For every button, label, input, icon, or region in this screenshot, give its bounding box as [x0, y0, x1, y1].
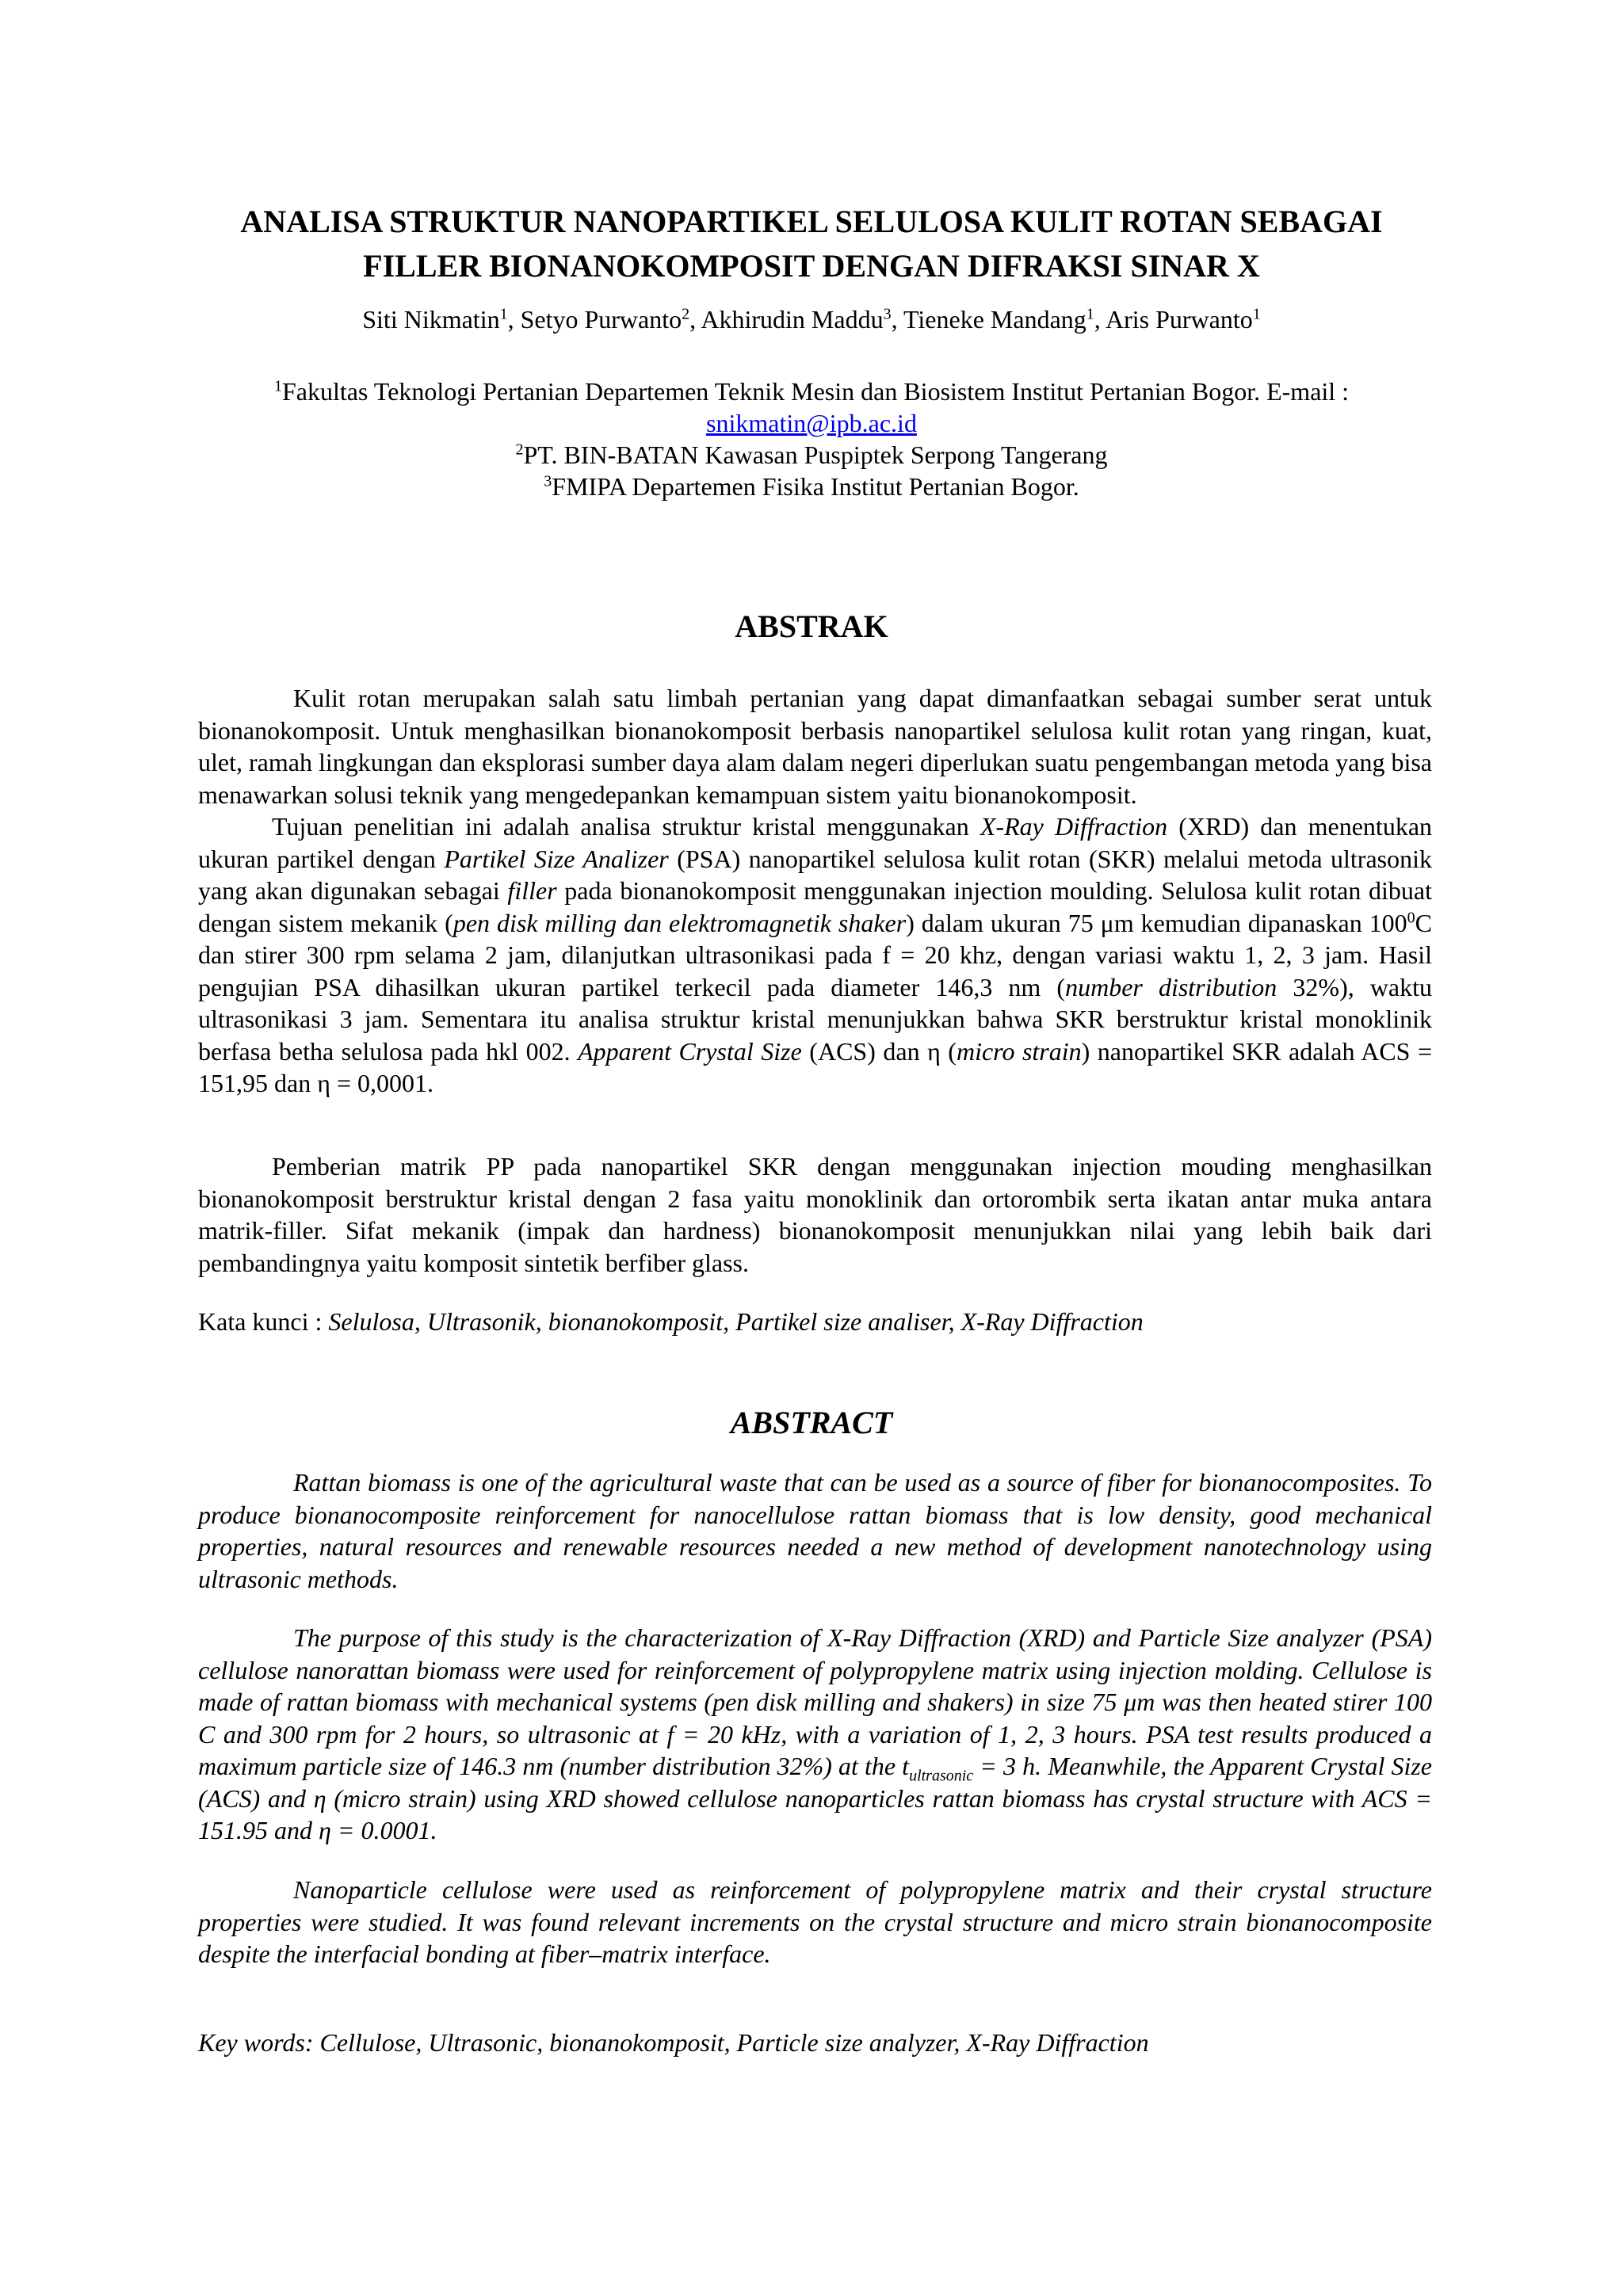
author-list: Siti Nikmatin$^1$, Setyo Purwanto$^2$, Akhirudin Maddu$^3$, Tieneke Mandang$^1$, Aris Purwanto$^1$ — [362, 305, 1261, 334]
abstrak-heading: ABSTRAK — [735, 608, 888, 644]
abstract-body-3 — [198, 1874, 1432, 1970]
email-link[interactable]: snikmatin@ipb.ac.id — [706, 409, 917, 437]
abstract-paragraph-1: Rattan biomass is one of the agricultural waste that can be used as a source of fiber for bionanocomposites. To produce bionanocomposite reinforcement for nanocellulose rattan biomass that is low density, good mechanical properties, natural resources and renewable resources needed a new method of development nanotechnology using ultrasonic methods. — [198, 1468, 1432, 1593]
affiliation-1: $^1$Fakultas Teknologi Pertanian Departemen Teknik Mesin dan Biosistem Institut Pertanian Bogor. E-mail : — [273, 377, 1350, 406]
title-line-2: FILLER BIONANOKOMPOSIT DENGAN DIFRAKSI SINAR X — [363, 248, 1260, 284]
author-name: Aris Purwanto — [1106, 305, 1253, 334]
author-name: Tieneke Mandang — [903, 305, 1086, 334]
abstract-paragraph-3: Nanoparticle cellulose were used as reinforcement of polypropylene matrix and their crystal structure properties were studied. It was found relevant increments on the crystal structure and micro strain bionanocomposite despite the interfacial bonding at fiber–matrix interface. — [198, 1875, 1432, 1968]
author-affiliation-mark: 2 — [682, 305, 690, 323]
abstrak-paragraph-3: Pemberian matrik PP pada nanopartikel SKR dengan menggunakan injection mouding menghasilkan bionanokomposit berstruktur kristal dengan 2 fasa yaitu monoklinik dan ortorombik serta ikatan antar muka antara matrik-filler. Sifat mekanik (impak dan hardness) bionanokomposit menunjukkan nilai yang lebih baik dari pembandingnya yaitu komposit sintetik berfiber glass. — [198, 1152, 1432, 1277]
abstract-body-2 — [198, 1622, 1432, 1847]
affiliation-email — [158, 407, 1465, 439]
author-name: Akhirudin Maddu — [701, 305, 884, 334]
author-name: Setyo Purwanto — [520, 305, 682, 334]
author-name: Siti Nikmatin — [362, 305, 500, 334]
title-line-1: ANALISA STRUKTUR NANOPARTIKEL SELULOSA KULIT ROTAN SEBAGAI — [240, 204, 1383, 239]
author-affiliation-mark: 3 — [883, 305, 892, 323]
keywords-list: Selulosa, Ultrasonik, bionanokomposit, Partikel size analiser, X-Ray Diffraction — [328, 1307, 1144, 1336]
abstrak-keywords — [198, 1306, 1144, 1337]
abstract-heading: ABSTRACT — [730, 1405, 893, 1440]
abstrak-body-2 — [198, 1150, 1432, 1279]
abstrak-paragraph-1: Kulit rotan merupakan salah satu limbah pertanian yang dapat dimanfaatkan sebagai sumber serat untuk bionanokomposit. Untuk menghasilkan bionanokomposit berbasis nanopartikel selulosa kulit rotan yang ringan, kuat, ulet, ramah lingkungan dan eksplorasi sumber daya alam dalam negeri diperlukan suatu pengembangan metoda yang bisa menawarkan solusi teknik yang mengedepankan kemampuan sistem yaitu bionanokomposit. — [198, 684, 1432, 809]
affiliation-2: $^2$PT. BIN-BATAN Kawasan Puspiptek Serpong Tangerang — [515, 441, 1108, 469]
paper-title — [158, 200, 1465, 288]
abstract-keywords: Key words: Cellulose, Ultrasonic, bionanokomposit, Particle size analyzer, X-Ray Diffraction — [198, 2028, 1149, 2057]
affiliation-list — [158, 376, 1465, 502]
abstrak-body — [198, 682, 1432, 1100]
author-affiliation-mark: 1 — [1252, 305, 1261, 323]
keywords-label: Kata kunci : — [198, 1307, 329, 1336]
abstract-body-1 — [198, 1466, 1432, 1595]
author-affiliation-mark: 1 — [499, 305, 508, 323]
affiliation-3: $^3$FMIPA Departemen Fisika Institut Pertanian Bogor. — [544, 472, 1079, 501]
abstract-paragraph-2: The purpose of this study is the characterization of X-Ray Diffraction (XRD) and Particle Size analyzer (PSA) cellulose nanorattan biomass were used for reinforcement of polypropylene matrix using injection molding. Cellulose is made of rattan biomass with mechanical systems (pen disk milling and shakers) in size 75 μm was then heated stirer 100 C and 300 rpm for 2 hours, so ultrasonic at f = 20 kHz, with a variation of 1, 2, 3 hours. PSA test results produced a maximum particle size of 146.3 nm (number distribution 32%) at the $t_{ultrasonic} = 3$ h. Meanwhile, the Apparent Crystal Size (ACS) and η (micro strain) using XRD showed cellulose nanoparticles rattan biomass has crystal structure with ACS = 151.95 and η = 0.0001. — [198, 1623, 1433, 1844]
author-affiliation-mark: 1 — [1086, 305, 1094, 323]
abstrak-paragraph-2: Tujuan penelitian ini adalah analisa struktur kristal menggunakan X-Ray Diffraction (XRD) dan menentukan ukuran partikel dengan Partikel Size Analizer (PSA) nanopartikel selulosa kulit rotan (SKR) melalui metoda ultrasonik yang akan digunakan sebagai filler pada bionanokomposit menggunakan injection moulding. Selulosa kulit rotan dibuat dengan sistem mekanik (pen disk milling dan elektromagnetik shaker) dalam ukuran 75 μm kemudian dipanaskan $100^0C$ dan stirer 300 rpm selama 2 jam, dilanjutkan ultrasonikasi pada f = 20 khz, dengan variasi waktu 1, 2, 3 jam. Hasil pengujian PSA dihasilkan ukuran partikel terkecil pada diameter 146,3 nm (number distribution 32%), waktu ultrasonikasi 3 jam. Sementara itu analisa struktur kristal menunjukkan bahwa SKR berstruktur kristal monoklinik berfasa betha selulosa pada hkl 002. Apparent Crystal Size (ACS) dan η (micro strain) nanopartikel SKR adalah ACS = 151,95 dan η = 0,0001. — [198, 812, 1433, 1097]
